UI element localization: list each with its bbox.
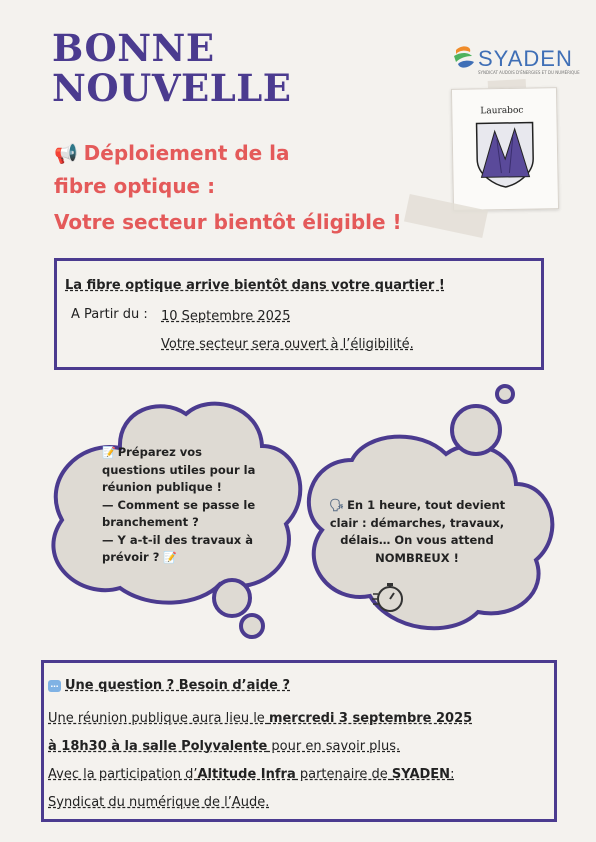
cloud-right-line-3: délais… On vous attend [340, 533, 494, 547]
help-heading [48, 678, 290, 693]
pencil-icon: 📝 [102, 446, 116, 459]
help-line-1-a: Une réunion publique aura lieu le [48, 711, 269, 726]
cloud-left-line-4: — Comment se passe le [102, 497, 256, 512]
info-heading: La fibre optique arrive bientôt dans votre quartier ! [65, 278, 445, 293]
help-line-3-e: : [450, 767, 455, 782]
photo-caption: Lauraboc [480, 105, 524, 117]
title-line-2: NOUVELLE [52, 66, 292, 110]
help-line-3-c: partenaire de [295, 767, 392, 782]
help-box [41, 660, 557, 822]
stopwatch-icon [372, 580, 406, 614]
help-line-2 [48, 739, 400, 754]
cloud-left-line-2: questions utiles pour la [102, 462, 256, 477]
info-date: 10 Septembre 2025 [161, 309, 291, 324]
cloud-left-line-7: prévoir ? [102, 550, 160, 564]
help-line-3 [48, 767, 454, 782]
megaphone-icon: 📢 [54, 143, 78, 165]
cloud-left-line-6: — Y a-t-il des travaux à [102, 532, 253, 547]
cloud-right-line-1: En 1 heure, tout devient [347, 498, 506, 512]
speech-bubble-icon: … [48, 680, 61, 692]
cloud-left-line-5: branchement ? [102, 515, 199, 529]
headline-subtitle: Votre secteur bientôt éligible ! [54, 210, 402, 234]
cloud-left-line-1: Préparez vos [117, 445, 203, 459]
cloud-right-line-4: NOMBREUX ! [375, 550, 459, 565]
help-line-1-date: mercredi 3 septembre 2025 [268, 711, 473, 726]
headline-line-1: Déploiement de la [83, 141, 290, 165]
cloud-right-line-2: clair : démarches, travaux, [329, 515, 505, 530]
speaker-icon: 🗣 [328, 498, 345, 512]
logo-tagline: SYNDICAT AUDOIS D'ÉNERGIES ET DU NUMÉRIQUE [478, 70, 580, 75]
pencil-icon: 📝 [163, 551, 178, 564]
cloud-left-line-3: réunion publique ! [102, 480, 222, 494]
help-line-2-b: pour en savoir plus. [267, 739, 401, 754]
info-open-text: Votre secteur sera ouvert à l’éligibilité. [161, 337, 414, 352]
help-line-3-syaden: SYADEN [391, 767, 451, 782]
logo-text: SYADEN [478, 46, 573, 71]
headline-line-2: fibre optique : [54, 174, 216, 198]
help-line-2-time: à 18h30 à la salle Polyvalente [48, 739, 268, 754]
info-date-label: A Partir du : [71, 307, 148, 322]
cloud-left-text [102, 444, 274, 567]
help-line-3-a: Avec la participation d’ [48, 767, 198, 782]
title-line-1: BONNE [52, 26, 215, 70]
help-line-1 [48, 711, 472, 726]
help-heading-text: Une question ? Besoin d’aide ? [65, 678, 291, 693]
cloud-right-text [306, 497, 528, 567]
help-line-3-partner: Altitude Infra [197, 767, 296, 782]
help-line-4: Syndicat du numérique de l’Aude. [48, 795, 270, 810]
